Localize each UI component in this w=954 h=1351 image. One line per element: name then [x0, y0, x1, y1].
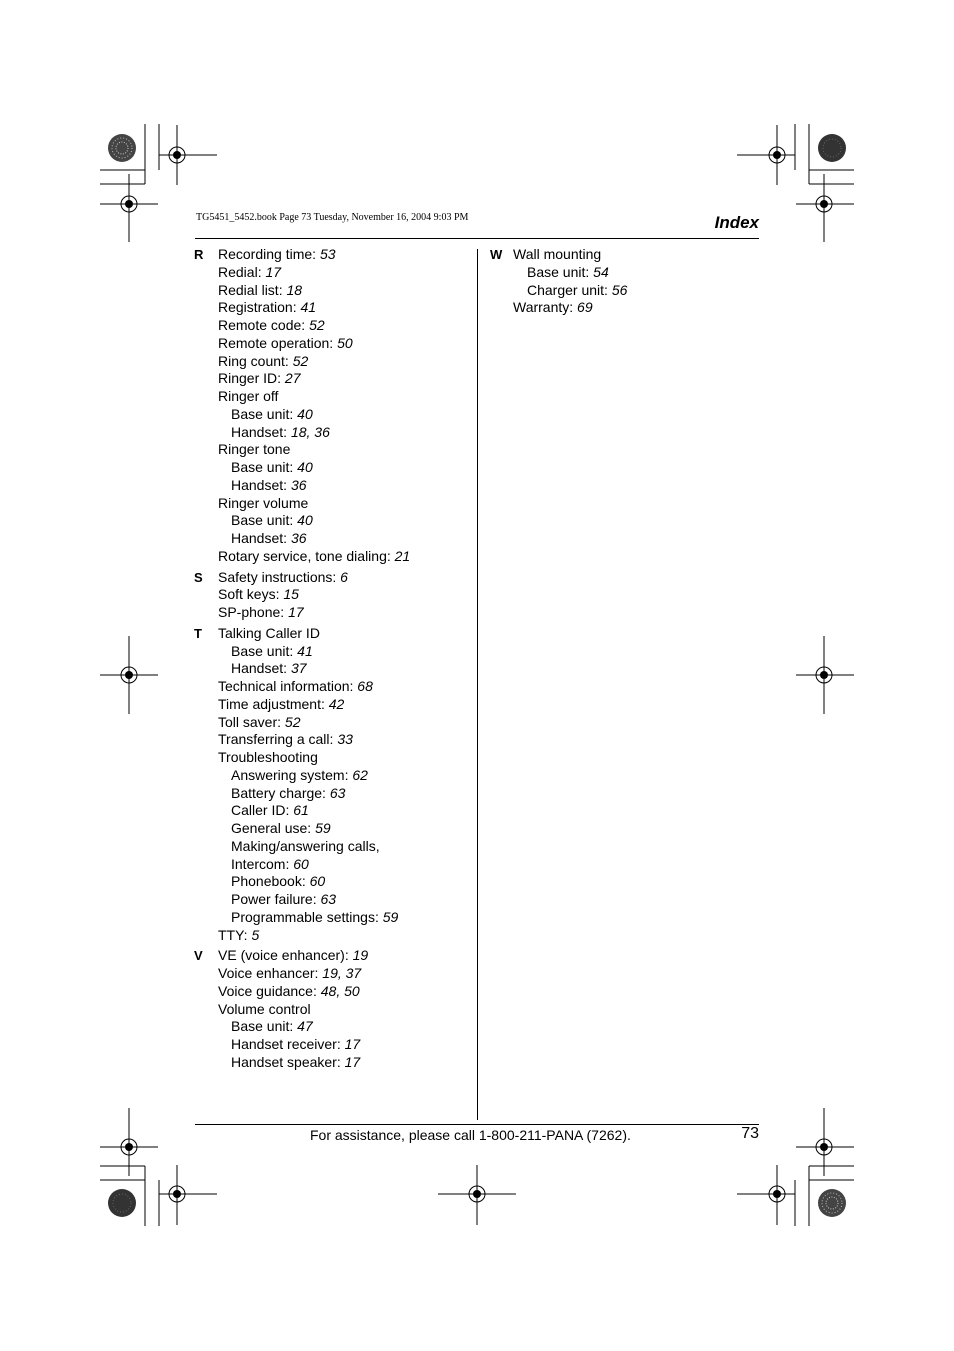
index-page-ref: 33 [337, 731, 353, 748]
index-term: Caller ID: [231, 802, 294, 819]
index-entry [194, 441, 474, 459]
index-entry [194, 643, 474, 661]
index-term: Talking Caller ID [218, 624, 320, 641]
starburst-target-icon [108, 134, 136, 162]
index-page-ref: 63 [329, 784, 346, 801]
index-entry [194, 983, 474, 1001]
index-entry [194, 909, 474, 927]
index-entry [194, 335, 474, 353]
index-entry [194, 927, 474, 945]
index-page-ref: 40 [297, 405, 313, 422]
index-entry [194, 282, 474, 300]
starburst-target-icon [108, 1189, 136, 1217]
index-entry [194, 406, 474, 424]
index-page-ref: 52 [284, 713, 301, 730]
index-term: Safety instructions: [218, 568, 341, 585]
index-entry [194, 586, 474, 604]
index-term: Ringer tone [218, 441, 291, 458]
index-page-ref: 62 [352, 766, 368, 783]
index-page-ref: 50 [337, 334, 353, 351]
index-page-ref: 60 [309, 873, 326, 890]
index-term: Remote code: [218, 317, 310, 333]
index-term: Voice enhancer: [218, 965, 323, 981]
index-entry [194, 353, 474, 371]
index-term: Handset: [231, 530, 291, 546]
index-term: VE (voice enhancer): [218, 947, 353, 964]
index-page-ref: 52 [292, 352, 309, 369]
index-page-ref: 36 [290, 530, 307, 546]
index-entry [194, 459, 474, 477]
index-page-ref: 69 [577, 299, 593, 316]
index-page-ref: 17 [265, 263, 282, 280]
index-term: Ringer volume [218, 494, 309, 511]
index-column-left [194, 246, 474, 1075]
index-term: Base unit: [231, 405, 298, 422]
registration-target-icon [438, 1165, 516, 1225]
index-entry [194, 965, 474, 983]
index-term: TTY: [218, 926, 252, 943]
section-letter: S [194, 569, 203, 585]
index-entry [194, 802, 474, 820]
index-entry [194, 1001, 474, 1019]
index-term: Base unit: [231, 459, 298, 475]
index-page-ref: 63 [320, 891, 337, 907]
index-term: Voice guidance: [218, 982, 321, 999]
registration-target-icon [737, 1165, 795, 1225]
index-entry [194, 767, 474, 785]
index-entry [194, 856, 474, 874]
index-term: Handset: [231, 660, 291, 677]
index-page-ref: 68 [357, 678, 373, 694]
index-entry [194, 696, 474, 714]
index-page-ref: 18, 36 [290, 423, 330, 440]
index-page-ref: 52 [309, 317, 325, 333]
index-entry [194, 714, 474, 732]
index-term: Phonebook: [231, 873, 310, 890]
index-entry [194, 660, 474, 678]
index-term: Technical information: [218, 678, 358, 694]
index-term: Registration: [218, 299, 301, 316]
index-page-ref: 5 [251, 926, 260, 943]
index-page-ref: 17 [288, 604, 304, 620]
index-section [194, 625, 474, 945]
index-term: Remote operation: [218, 334, 338, 351]
index-page-ref: 59 [315, 820, 331, 836]
section-letter: V [194, 948, 203, 964]
index-term: Programmable settings: [231, 908, 383, 925]
starburst-target-icon [818, 134, 846, 162]
index-term: Handset: [231, 476, 291, 493]
index-page-ref: 42 [328, 695, 345, 712]
index-term: Toll saver: [218, 713, 285, 730]
index-term: Warranty: [513, 299, 578, 316]
page-number: 73 [741, 1125, 759, 1142]
index-entry [194, 477, 474, 495]
index-term: Transferring a call: [218, 731, 338, 748]
index-page-ref: 48, 50 [320, 982, 360, 999]
index-term: Ringer off [218, 388, 279, 404]
index-term: Ringer ID: [218, 370, 285, 387]
index-page-ref: 40 [297, 459, 313, 475]
index-entry [194, 370, 474, 388]
index-term: Recording time: [218, 246, 320, 262]
index-term: Ring count: [218, 352, 293, 369]
index-page-ref: 41 [297, 642, 313, 659]
index-term: Handset receiver: [231, 1036, 345, 1052]
index-entry [194, 873, 474, 891]
index-entry [194, 678, 474, 696]
index-page-ref: 27 [284, 370, 301, 387]
index-page-ref: 18 [286, 281, 303, 298]
index-term: Rotary service, tone dialing: [218, 547, 395, 564]
registration-target-icon [737, 125, 795, 185]
index-page-ref: 56 [611, 281, 628, 298]
index-entry [490, 246, 750, 264]
index-page-ref: 47 [297, 1018, 313, 1035]
index-entry [194, 246, 474, 264]
index-entry [194, 891, 474, 909]
index-entry [194, 495, 474, 513]
index-page-ref: 19, 37 [322, 965, 362, 981]
index-term: Redial list: [218, 281, 287, 298]
index-term: General use: [231, 820, 316, 836]
index-entry [194, 1054, 474, 1072]
index-entry [194, 731, 474, 749]
column-divider [477, 249, 478, 1120]
index-page-ref: 41 [300, 299, 317, 316]
index-entry [194, 785, 474, 803]
index-section [490, 246, 750, 317]
section-letter: W [490, 247, 503, 262]
index-page-ref: 21 [394, 547, 411, 564]
index-entry [194, 299, 474, 317]
index-entry [490, 282, 750, 300]
registration-target-icon [100, 636, 158, 714]
index-term: Intercom: [231, 855, 294, 872]
index-page-ref: 54 [593, 263, 609, 280]
index-page-ref: 37 [290, 660, 307, 677]
page-title: Index [714, 213, 759, 232]
index-term: Time adjustment: [218, 695, 329, 712]
index-term: SP-phone: [218, 604, 289, 620]
index-term: Handset speaker: [231, 1053, 345, 1070]
index-term: Troubleshooting [218, 749, 318, 765]
index-entry [194, 264, 474, 282]
section-letter: R [194, 247, 204, 262]
index-page-ref: 36 [290, 476, 307, 493]
header-rule [195, 238, 759, 239]
index-entry [194, 512, 474, 530]
index-term: Base unit: [527, 263, 594, 280]
index-term: Redial: [218, 263, 266, 280]
index-term: Base unit: [231, 1018, 298, 1035]
registration-target-icon [159, 1165, 217, 1225]
index-page-ref: 60 [293, 855, 309, 872]
index-term: Charger unit: [527, 281, 612, 298]
index-term: Soft keys: [218, 586, 284, 603]
assistance-text: For assistance, please call 1-800-211-PANA (7262). [310, 1127, 631, 1143]
section-letter: T [194, 625, 202, 641]
index-term: Handset: [231, 423, 291, 440]
index-entry [194, 947, 474, 965]
index-entry [490, 264, 750, 282]
index-entry [194, 530, 474, 548]
index-entry [194, 317, 474, 335]
index-term: Base unit: [231, 512, 298, 529]
index-page-ref: 17 [344, 1053, 361, 1070]
index-page-ref: 40 [297, 512, 313, 529]
starburst-target-icon [818, 1189, 846, 1217]
index-page-ref: 53 [319, 246, 336, 262]
index-entry [194, 820, 474, 838]
index-page-ref: 17 [344, 1036, 361, 1052]
index-entry [194, 625, 474, 643]
index-entry [194, 569, 474, 587]
index-entry [194, 749, 474, 767]
index-section [194, 947, 474, 1071]
file-info-header: TG5451_5452.book Page 73 Tuesday, November 16, 2004 9:03 PM [196, 212, 469, 223]
index-entry [194, 1036, 474, 1054]
index-column-right [490, 246, 750, 320]
index-page-ref: 61 [293, 802, 309, 819]
index-entry [194, 424, 474, 442]
registration-target-icon [159, 125, 217, 185]
index-entry [490, 299, 750, 317]
index-term: Volume control [218, 1000, 311, 1017]
index-entry [194, 838, 474, 856]
index-term: Base unit: [231, 642, 298, 659]
index-page-ref: 19 [352, 947, 369, 964]
footer-rule [195, 1124, 759, 1125]
index-term: Power failure: [231, 891, 321, 907]
registration-target-icon [796, 636, 854, 714]
index-page-ref: 15 [283, 586, 299, 603]
index-term: Answering system: [231, 766, 353, 783]
index-term: Battery charge: [231, 784, 330, 801]
index-page-ref: 59 [382, 908, 399, 925]
index-page-ref: 6 [340, 568, 348, 585]
index-term: Making/answering calls, [231, 837, 380, 854]
index-term: Wall mounting [513, 246, 602, 262]
index-entry [194, 1018, 474, 1036]
index-section [194, 569, 474, 622]
index-entry [194, 388, 474, 406]
index-entry [194, 548, 474, 566]
index-section [194, 246, 474, 566]
index-entry [194, 604, 474, 622]
